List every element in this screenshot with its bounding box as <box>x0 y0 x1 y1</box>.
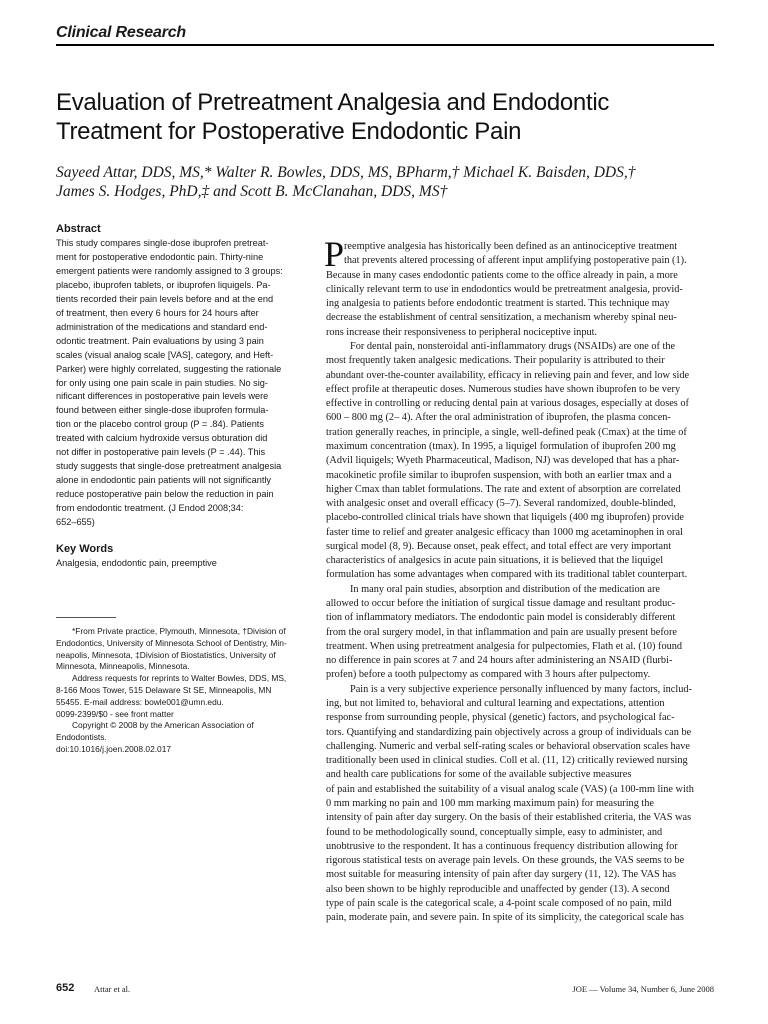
abstract-line: reduce postoperative pain below the reduction in pain <box>56 489 274 500</box>
body-line: that prevents altered processing of afferent input amplifying postoperative pain (1). <box>344 255 687 267</box>
title-line: Evaluation of Pretreatment Analgesia and Endodontic <box>56 89 610 116</box>
abstract-line: tion or the placebo control group (P = .84). Patients <box>56 419 264 430</box>
body-line: ing analgesia to patients before endodontic treatment is started. This technique may <box>326 298 670 310</box>
abstract-line: from endodontic treatment. (J Endod 2008;34: <box>56 503 244 514</box>
author-line: Sayeed Attar, DDS, MS,* Walter R. Bowles, DDS, MS, BPharm,† Michael K. Baisden, DDS,† <box>56 164 636 181</box>
body-line: tors. Quantifying and standardizing pain objectively across a group of individuals can be <box>326 726 692 738</box>
body-line: higher Cmax than tablet formulations. The rate and extent of absorption are correlated <box>326 483 681 495</box>
abstract-line: alone in endodontic pain patients will not significantly <box>56 475 272 486</box>
footnote-line: *From Private practice, Plymouth, Minnesota, †Division of <box>72 626 286 636</box>
body-line: effective in controlling or reducing dental pain at various dosages, especially at doses of <box>326 398 689 410</box>
abstract-line: treated with calcium hydroxide versus obturation did <box>56 433 268 444</box>
body-line: surgical model (8, 9). Because onset, peak effect, and total effect are very important <box>326 540 672 552</box>
abstract-line: tients recorded their pain levels before and at the end <box>56 293 274 304</box>
keywords-text: Analgesia, endodontic pain, preemptive <box>56 558 217 569</box>
author-line: James S. Hodges, PhD,‡ and Scott B. McClanahan, DDS, MS† <box>56 183 448 200</box>
footnote-line: Address requests for reprints to Walter Bowles, DDS, MS, <box>72 673 287 684</box>
title-line: Treatment for Postoperative Endodontic Pain <box>56 118 522 145</box>
abstract-heading: Abstract <box>56 223 101 235</box>
body-line: allowed to occur before the initiation of surgical tissue damage and resultant produc- <box>326 598 676 610</box>
body-line: found to be methodologically sound, conceptually simple, easy to administer, and <box>326 826 663 838</box>
body-line: with analgesic onset and overall efficacy (5–7). Several randomized, double-blinded, <box>326 498 676 510</box>
body-line: clinically relevant term to use in endodontics would be pretreatment analgesia, provid- <box>326 283 683 295</box>
footnote-line: Endodontists. <box>56 732 107 743</box>
footnote-line: doi:10.1016/j.joen.2008.02.017 <box>56 743 172 754</box>
abstract-line: Parker) were highly correlated, suggesting the rationale <box>56 363 282 374</box>
page-number: 652 <box>56 982 75 994</box>
body-line: maximum concentration (tmax). In 1995, a liquigel formulation of ibuprofen 200 mg <box>326 440 676 452</box>
abstract-line: emergent patients were randomly assigned to 3 groups: <box>56 265 283 276</box>
abstract-line: ment for postoperative endodontic pain. Thirty-nine <box>56 251 264 262</box>
abstract-line: nificant differences in postoperative pain levels were <box>56 391 269 402</box>
abstract-line: odontic treatment. Pain evaluations by using 3 pain <box>56 335 264 346</box>
footnotes <box>56 626 304 756</box>
body-line: unobtrusive to the respondent. It has a continuous frequency distribution allowing for <box>326 840 678 852</box>
footnote-line: Endodontics, University of Minnesota School of Dentistry, Min- <box>56 637 287 648</box>
abstract-line: administration of the medications and standard end- <box>56 321 268 332</box>
body-line: traditionally been used in clinical studies. Coll et al. (11, 12) critically reviewed nursing <box>326 755 688 767</box>
footnote-line: neapolis, Minnesota, ‡Division of Biostatistics, University of <box>56 649 276 660</box>
abstract-line: of treatment, then every 6 hours for 24 hours after <box>56 307 259 318</box>
body-line: In many oral pain studies, absorption and distribution of the medication are <box>350 583 660 595</box>
body-line: response from surrounding people, physical (genetic) factors, and psychological fac- <box>326 712 675 724</box>
body-line: most suitable for measuring intensity of pain after day surgery (11, 12). The VAS has <box>326 869 677 881</box>
body-line: tration generally reaches, in principle, a single, well-defined peak (Cmax) at the time of <box>326 426 687 438</box>
body-line: abundant over-the-counter availability, efficacy in relieving pain and fever, and low side <box>326 369 690 381</box>
abstract-line: placebo, ibuprofen tablets, or ibuprofen liquigels. Pa- <box>56 279 271 290</box>
section-label: Clinical Research <box>56 24 186 41</box>
body-line: of pain and established the suitability of a visual analog scale (VAS) (a 100-mm line with <box>326 783 694 795</box>
body-line: rigorous statistical tests on average pain levels. On these grounds, the VAS seems to be <box>326 855 685 867</box>
body-line: profen) before a tooth pulpectomy as compared with 3 hours after pulpectomy. <box>326 669 651 681</box>
body-line: formulation has some advantages when compared with its traditional tablet counterpart. <box>326 569 688 581</box>
body-line: pain, moderate pain, and severe pain. In spite of its simplicity, the categorical scale has <box>326 912 684 924</box>
body-line: reemptive analgesia has historically been defined as an antinociceptive treatment <box>344 241 678 252</box>
body-line: type of pain scale is the categorical scale, a 4-point scale composed of no pain, mild <box>326 897 672 909</box>
body-line: ing, but not limited to, behavioral and cultural learning and expectations, attention <box>326 698 665 709</box>
footnote-line: 8-166 Moos Tower, 515 Delaware St SE, Minneapolis, MN <box>56 684 272 695</box>
body-line: faster time to relief and greater analgesic efficacy than 1000 mg acetaminophen in oral <box>326 526 683 538</box>
body-line: treatment. When using pretreatment analgesia for pulpectomies, Flath et al. (10) found <box>326 640 683 652</box>
body-line: effect profile at therapeutic doses. Numerous studies have shown ibuprofen to be very <box>326 383 681 395</box>
journal-citation: JOE — Volume 34, Number 6, June 2008 <box>572 984 714 994</box>
article-title <box>56 88 716 146</box>
footnote-line: 55455. E-mail address: bowle001@umn.edu. <box>56 696 224 707</box>
body-line: Pain is a very subjective experience personally influenced by many factors, includ- <box>350 683 692 695</box>
header-rule <box>56 44 714 46</box>
abstract-line: for only using one pain scale in pain studies. No sig- <box>56 377 268 388</box>
body-line: challenging. Numeric and verbal self-rating scales or behavioral observation scales have <box>326 740 690 752</box>
body-line: Because in many cases endodontic patients come to the office already in pain, a more <box>326 269 678 281</box>
abstract-line: not differ in postoperative pain levels (P = .44). This <box>56 447 266 458</box>
body-line: For dental pain, nonsteroidal anti-inflammatory drugs (NSAIDs) are one of the <box>350 340 676 352</box>
keywords-heading: Key Words <box>56 543 114 556</box>
footnote-line: Minnesota, Minneapolis, Minnesota. <box>56 661 190 672</box>
abstract-body <box>56 237 304 530</box>
footer-author: Attar et al. <box>94 984 131 994</box>
body-line: also been shown to be highly reproducible and unaffected by gender (13). A second <box>326 883 670 895</box>
abstract-line: scales (visual analog scale [VAS], category, and Heft- <box>56 349 274 360</box>
left-column <box>56 222 304 571</box>
body-line: from the oral surgery model, in that inflammation and pain are usually present before <box>326 626 677 638</box>
body-line: intensity of pain after day surgery. On the basis of their established criteria, the VAS was <box>326 812 692 824</box>
footnote-line: Copyright © 2008 by the American Association of <box>72 720 254 731</box>
body-line: no difference in pain scores at 7 and 24 hours after administering an NSAID (flurbi- <box>326 655 673 667</box>
body-line: and health care publications for some of the available subjective measures <box>326 769 632 781</box>
body-line: 0 mm marking no pain and 100 mm marking maximum pain) for measuring the <box>326 797 655 809</box>
footnote-line: 0099-2399/$0 - see front matter <box>56 708 174 719</box>
abstract-line: found between either single-dose ibuprofen formula- <box>56 405 269 416</box>
body-line: (Advil liquigels; Wyeth Pharmaceutical, Madison, NJ) was developed that has a phar- <box>326 455 680 467</box>
body-line: decrease the establishment of central sensitization, a mechanism whereby spinal neu- <box>326 312 677 324</box>
body-line: tion of inflammatory mediators. The endodontic pain model is considerably different <box>326 612 676 624</box>
abstract-line: 652–655) <box>56 517 95 528</box>
footnote-rule <box>56 617 116 618</box>
author-list <box>56 163 716 201</box>
body-line: macokinetic profile similar to ibuprofen suspension, with both an earlier tmax and a <box>326 469 672 481</box>
body-text <box>324 234 714 926</box>
body-line: characteristics of analgesics in acute pain situations, it is believed that the liquigel <box>326 555 664 567</box>
body-line: rons increase their responsiveness to peripheral nociceptive input. <box>326 326 598 338</box>
body-line: placebo-controlled clinical trials have shown that liquigels (400 mg ibuprofen) provide <box>326 512 685 524</box>
drop-cap: P <box>324 234 345 274</box>
body-line: most frequently taken analgesic medications. Their popularity is attributed to their <box>326 355 665 367</box>
abstract-line: study suggests that single-dose pretreatment analgesia <box>56 461 282 472</box>
body-line: 600 – 800 mg (2– 4). After the oral administration of ibuprofen, the plasma concen- <box>326 412 671 424</box>
abstract-line: This study compares single-dose ibuprofen pretreat- <box>56 238 269 248</box>
